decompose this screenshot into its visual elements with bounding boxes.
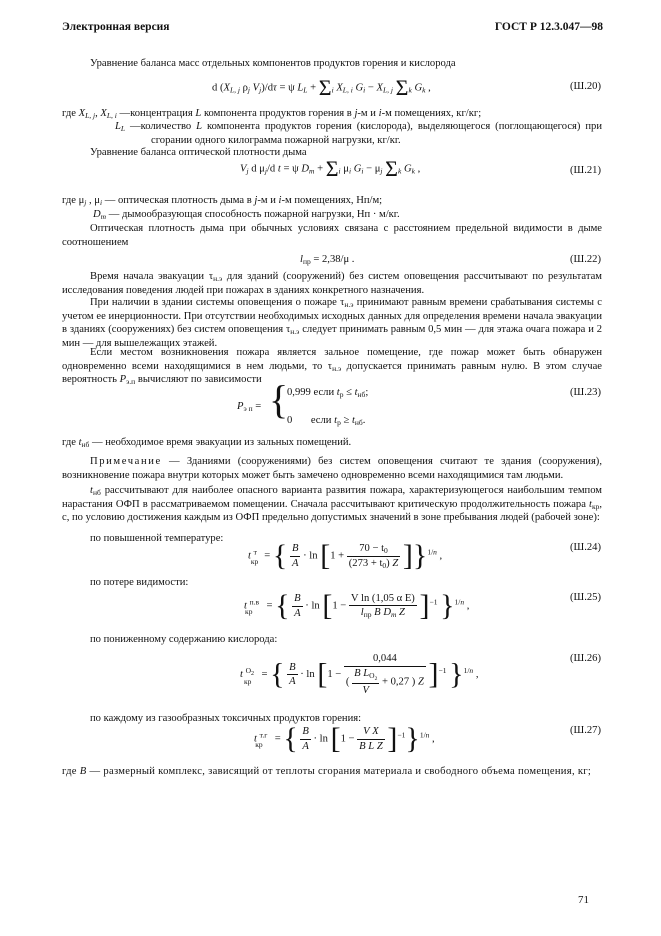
paragraph-alert-system: При наличии в здании системы оповещения о пожаре $\tau_{н.э}$ принимают равным времени срабатывания системы с учетом ее инерционности. При отсутствии необходимых исходных данных для определения времени начала эвакуации в зданиях (сооружениях) без систем оповещения $\tau_{н.э}$ следует принимать равным 0,5 мин — для этажа очага пожара и 2 мин — для вышележащих этажей. (62, 297, 603, 349)
equation-number-sh26: (Ш.26) (570, 653, 601, 664)
header-right: ГОСТ Р 12.3.047—98 (494, 21, 603, 33)
definition-dm: $D_m$ — дымообразующая способность пожарной нагрузки, Нп · м/кг. (93, 209, 400, 221)
definition-mu: где $\mu_j$ , $\mu_i$ — оптическая плотность дыма в j-м и i-м помещениях, Нп/м; (62, 195, 383, 207)
paragraph-mass-balance: Уравнение баланса масс отдельных компонентов продуктов горения и кислорода (90, 58, 456, 69)
equation-number-sh27: (Ш.27) (570, 725, 601, 736)
formula-sh25: t $^{п.в}_{кр}$= { $\frac{B}{A}$ · ln [1 − $\frac{\text{V ln (1,05 α E)}}{l_{пр} B D_m Z}$ ]$^{-1}$ }$^{1/n}$ , (244, 589, 470, 622)
paragraph-hall-room: Если местом возникновения пожара является зальное помещение, где пожар может быть обнаружен одновременно всеми находящимися в нем людьми, то $\tau_{н.э}$ допускается принимать равным нулю. В этом случае вероятность $P_{э.п}$ вычисляют по зависимости (62, 347, 602, 387)
formula-sh22: $l_{пр} = 2,38/\mu$ . (300, 254, 355, 266)
label-by-oxygen: по пониженному содержанию кислорода: (90, 634, 278, 645)
paragraph-evac-start: Время начала эвакуации $\tau_{н.э}$ для зданий (сооружений) без систем оповещения рассчитывают по результатам исследования поведения людей при пожарах в зданиях конкретного назначения. (62, 271, 602, 296)
equation-number-sh20: (Ш.20) (570, 81, 601, 92)
equation-number-sh21: (Ш.21) (570, 165, 601, 176)
paragraph-optical-density: Оптическая плотность дыма при обычных условиях связана с расстоянием предельной видимости в дыме соотношением (62, 223, 602, 248)
formula-sh24: t $^т_{кр}$= { $\frac{B}{A}$ · ln [1 + $\frac{70 - t_0}{(273 + t_0) Z}$ ]}$^{1/n}$ , (248, 539, 443, 572)
formula-sh21: $V_j$ d $\mu_j/d$ t = ψ $D_m + \Sigma_i$ $\mu_i$ $G_i - \mu_j$ $\Sigma_k$ $G_k$ , (240, 156, 421, 181)
page-number: 71 (578, 894, 589, 906)
label-by-temperature: по повышенной температуре: (90, 533, 224, 544)
label-by-toxic-gases: по каждому из газообразных токсичных продуктов горения: (90, 713, 362, 724)
equation-number-sh23: (Ш.23) (570, 387, 601, 398)
header-left: Электронная версия (62, 21, 170, 33)
definition-tnb: где $t_{нб}$ — необходимое время эвакуации из зальных помещений. (62, 437, 352, 449)
formula-sh27: t $^{т.г}_{кр}$= { $\frac{B}{A}$ · ln [1 − $\frac{\text{V X}}{\text{B L Z}}$ ]$^{-1}$}$^{1/n}$ , (254, 722, 435, 755)
formula-sh20: d ($X_{L, j}$ $\rho_j$ $V_j)/d\tau = \psi$ $L_L + \Sigma_i$ $X_{L, i}$ $G_i - X_{L, j}$ $\Sigma_k$ $G_k$ , (212, 75, 431, 100)
definition-l: $L_L$ —количество L компонента продуктов горения (кислорода), выделяющегося (поглощающегося) при сгорании одного килограмма пожарной нагрузки, кг/кг. (115, 121, 603, 146)
label-by-visibility: по потере видимости: (90, 577, 189, 588)
definition-b: где B — размерный комплекс, зависящий от теплоты сгорания материала и свободного объема помещения, кг; (62, 766, 592, 777)
equation-number-sh25: (Ш.25) (570, 592, 601, 603)
paragraph-optical-balance: Уравнение баланса оптической плотности дыма (90, 147, 307, 158)
paragraph-critical-duration: $t_{нб}$ рассчитывают для наиболее опасного варианта развития пожара, характеризующегося наибольшим темпом нарастания ОФП в рассматриваемом помещении. Сначала рассчитывают критическую продолжительность пожара $t_{кр}$, с, по условию достижения каждым из ОФП предельно допустимых значений в зоне пребывания людей (рабочей зоне): (62, 485, 603, 524)
equation-number-sh22: (Ш.22) (570, 254, 601, 265)
equation-number-sh24: (Ш.24) (570, 542, 601, 553)
formula-sh26: t $^{O_2}_{кр}$= { $\frac{B}{A}$ · ln [1 − 0,044 ( $\frac{B L_{O_2}}{V}$ + 0,27 ) Z ]$^{-1}$ }$^{1/n}$ , (240, 653, 479, 696)
note: Примечание — Зданиями (сооружениями) без систем оповещения считают те здания (сооружения), возникновение пожара внутри которых может быть замечено одновременно всеми находящимися там людьми. (62, 456, 602, 481)
definition-x: где $X_{L, j}$, $X_{L, i}$ —концентрация L компонента продуктов горения в j-м и i-м помещениях, кг/кг; (62, 108, 482, 120)
